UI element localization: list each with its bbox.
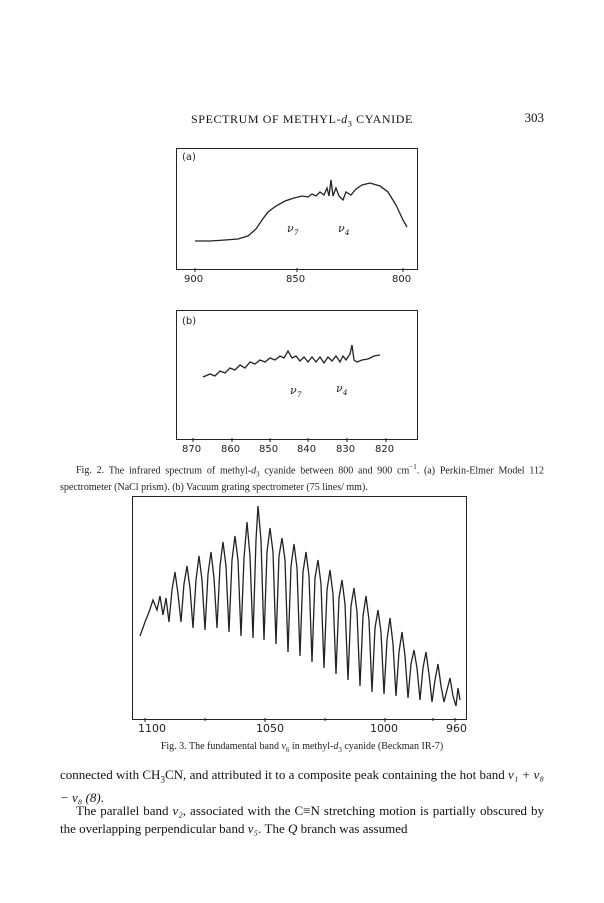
figure3-tick-marks: [145, 718, 455, 722]
figure2b-band-label-nu4: $\nu_4$: [336, 382, 348, 398]
running-head: SPECTRUM OF METHYL-$d_3$ CYANIDE: [191, 112, 413, 129]
figure2a-tick-900: 900: [184, 274, 204, 285]
body-paragraph-1: connected with $CH_3CN$, and attributed it to a composite peak containing the hot band ν₁ + ν₈ − ν₈ (8).: [60, 767, 544, 805]
page-number: 303: [524, 110, 544, 125]
figure2a-band-label-nu7: $\nu_7$: [287, 222, 299, 238]
figure3-tick-1000: 1000: [370, 722, 398, 735]
figure2b-tick-830: 830: [336, 444, 356, 455]
figure2a-band-label-nu4: $\nu_4$: [338, 222, 350, 238]
figure2b-tick-860: 860: [221, 444, 241, 455]
figure2b-panel-label: (b): [182, 316, 197, 327]
figure3-caption: Fig. 3. The fundamental band $\nu_6$ in methyl-$d_3$ cyanide (Beckman IR-7): [160, 741, 444, 754]
figure3-tick-1100: 1100: [138, 722, 166, 735]
figure2a-panel-label: (a): [182, 152, 196, 163]
body-paragraph-2: The parallel band ν₂, associated with the C≡N stretching motion is partially obscured by the overlapping perpendicular band ν₅. The Q branch was assumed: [60, 803, 544, 836]
figure3-tick-1050: 1050: [256, 722, 284, 735]
figure2a-tick-800: 800: [392, 274, 412, 285]
figure3-spectrum-trace: [140, 506, 460, 706]
figure2a-tick-850: 850: [286, 274, 306, 285]
figure2b-tick-870: 870: [182, 444, 202, 455]
figure2b-band-label-nu7: $\nu_7$: [290, 384, 302, 400]
figure3-tick-960: 960: [446, 722, 467, 735]
figure2-caption: Fig. 2. The infrared spectrum of methyl-$d_3$ cyanide between 800 and 900 $cm^{-1}$. (a) Perkin-Elmer Model 112 spectrometer (NaCl prism). (b) Vacuum grating spectrometer (75 lines/ mm).: [60, 463, 544, 494]
figure2b-tick-840: 840: [297, 444, 317, 455]
figure2b-tick-820: 820: [375, 444, 395, 455]
figure2b-tick-850: 850: [259, 444, 279, 455]
